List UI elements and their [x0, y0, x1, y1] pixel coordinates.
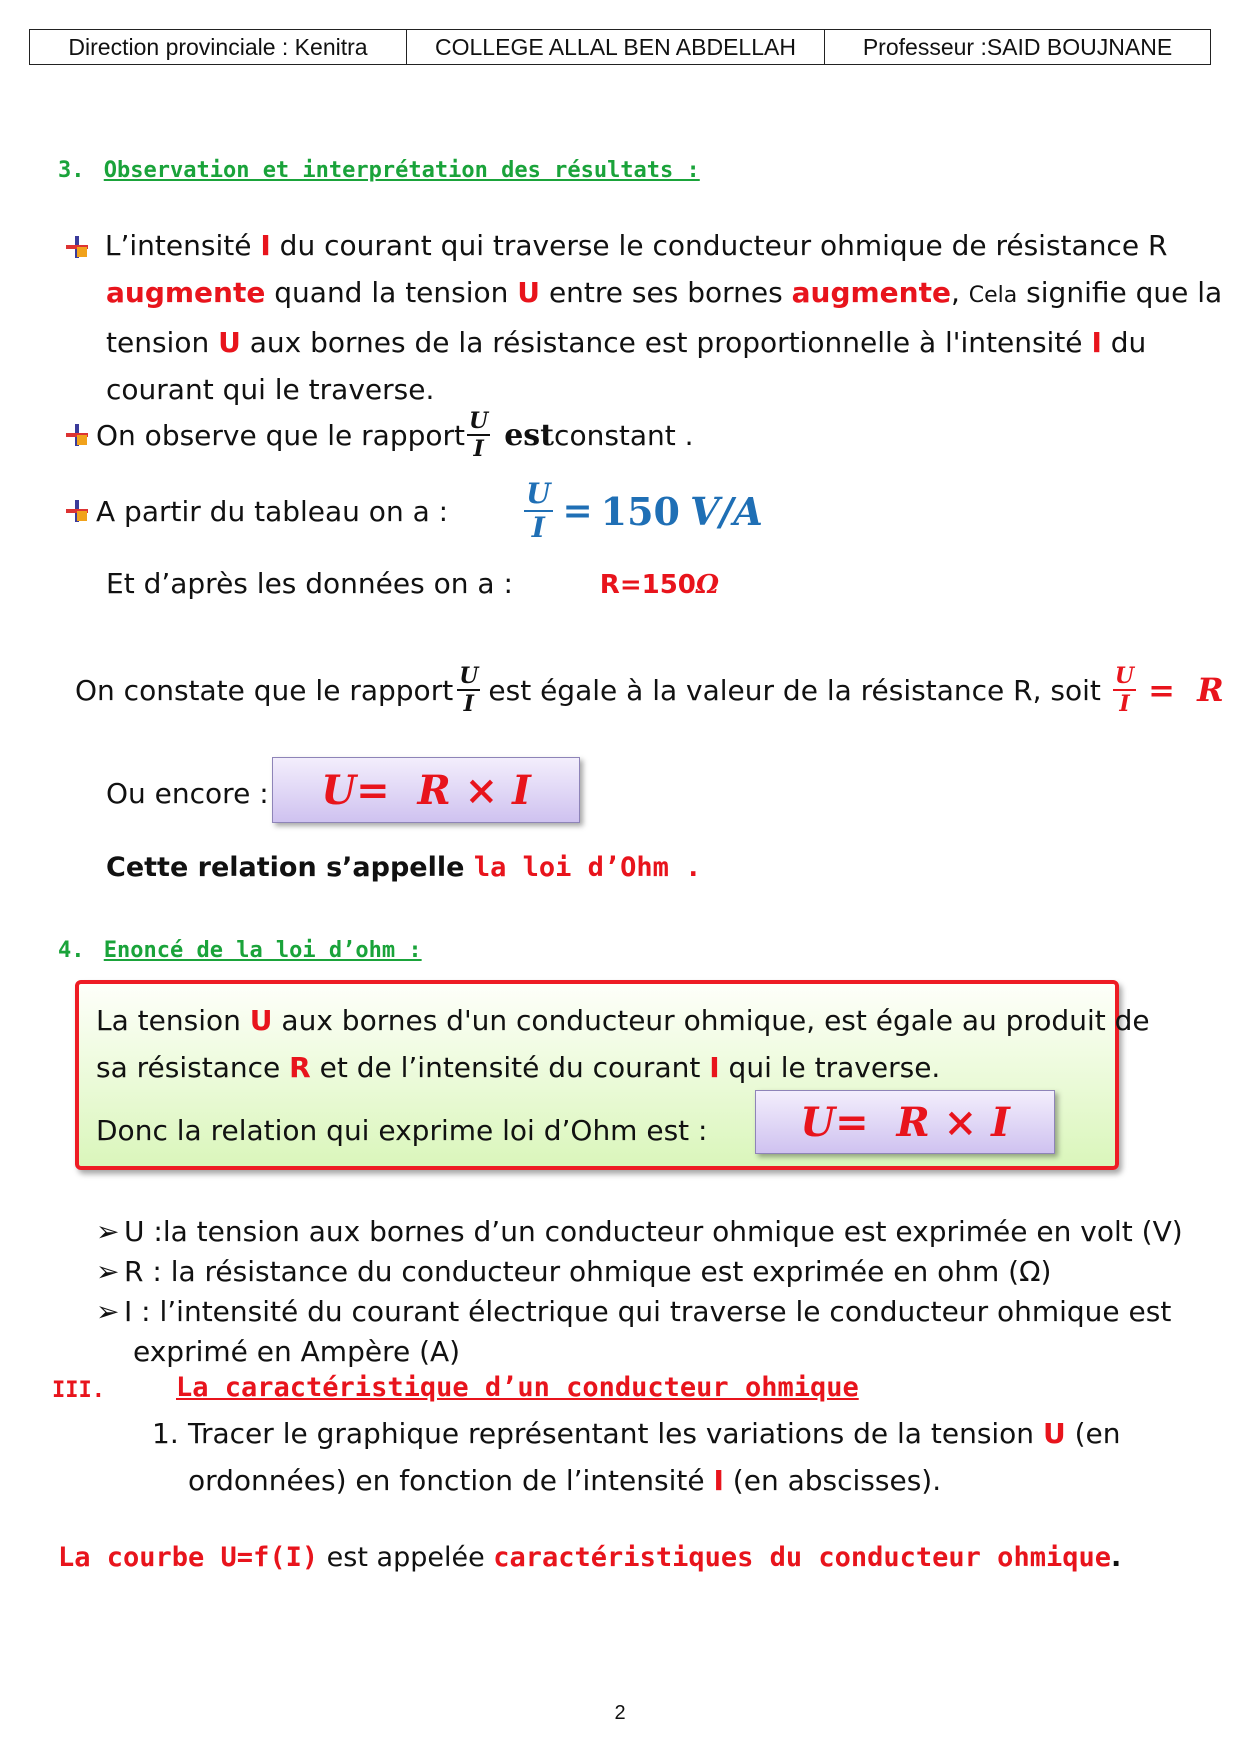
conclusion-line: [58, 1542, 1121, 1573]
paragraph-constate: [75, 665, 1224, 715]
ohm-formula: U= R × I: [800, 1098, 1010, 1146]
symbol-I: I: [260, 229, 271, 262]
text: du: [1101, 326, 1147, 359]
symbol-I: I: [713, 1464, 724, 1497]
arrow-bullet-icon: ➢: [96, 1295, 120, 1328]
text: Et d’après les données on a :: [106, 567, 513, 600]
numerator: U: [526, 477, 551, 510]
text: R : la résistance du conducteur ohmique est exprimée en ohm (Ω): [124, 1255, 1052, 1288]
curve-name: La courbe U=f(I): [58, 1542, 319, 1573]
section-number: III.: [52, 1378, 105, 1403]
text: est: [504, 417, 555, 453]
fraction-u-over-i-red: [1113, 665, 1136, 715]
omega-symbol: Ω: [695, 570, 720, 600]
list-item: [96, 1212, 1183, 1252]
section-number: 3.: [58, 158, 85, 183]
bullet-icon: [66, 500, 88, 522]
text: .: [668, 852, 702, 883]
text: exprimé en Ampère (A): [133, 1335, 461, 1368]
section-title: Enoncé de la loi d’ohm :: [103, 938, 422, 963]
fraction-u-over-i: [467, 410, 490, 460]
text: signifie que la: [1017, 276, 1223, 309]
denominator: I: [473, 436, 484, 462]
denominator: I: [531, 511, 545, 544]
text: sa résistance: [96, 1051, 290, 1084]
ratio-value: 150: [600, 488, 680, 534]
symbol-R: R: [289, 1051, 311, 1084]
text: aux bornes d'un conducteur ohmique, est égale au produit de: [272, 1004, 1150, 1037]
section-3-heading: [58, 158, 700, 183]
symbol-U: U: [517, 276, 541, 309]
fraction-u-over-i: [524, 477, 552, 544]
text: qui le traverse.: [719, 1051, 941, 1084]
header-cell-college: COLLEGE ALLAL BEN ABDELLAH: [407, 30, 825, 64]
section-title: Observation et interprétation des résultats :: [103, 158, 700, 183]
denominator: I: [1119, 691, 1130, 717]
text: Cette relation s’appelle: [106, 852, 474, 883]
paragraph-intensity: [66, 222, 1223, 413]
text: aux bornes de la résistance est proportionnelle à l'intensité: [240, 326, 1092, 359]
resistance-value: R=150: [599, 570, 696, 600]
page-number: 2: [614, 1702, 626, 1724]
arrow-bullet-icon: ➢: [96, 1255, 120, 1288]
symbol-I: I: [709, 1051, 720, 1084]
text: Cela: [968, 283, 1018, 308]
text: est égale à la valeur de la résistance R, soit: [488, 673, 1101, 707]
section-title: La caractéristique d’un conducteur ohmique: [176, 1372, 859, 1403]
text: L’intensité: [104, 229, 261, 262]
paragraph-table-value: [66, 477, 763, 544]
section-4-heading: [58, 938, 422, 963]
equals-r: = R: [1148, 670, 1224, 709]
text: ,: [950, 276, 969, 309]
item-number: 1.: [152, 1417, 179, 1450]
denominator: I: [463, 691, 474, 717]
numerator: U: [459, 663, 479, 689]
numerator: U: [1114, 663, 1135, 689]
text: On constate que le rapport: [75, 673, 454, 707]
definitions-list: [96, 1212, 1183, 1372]
text: .: [1110, 1542, 1122, 1573]
law-statement-box: [75, 980, 1150, 1170]
list-item: [96, 1292, 1183, 1332]
emphasis: augmente: [106, 276, 266, 309]
arrow-bullet-icon: ➢: [96, 1215, 120, 1248]
text: I : l’intensité du courant électrique qui traverse le conducteur ohmique est: [124, 1295, 1172, 1328]
formula-box: [272, 757, 580, 823]
ohm-formula: U= R × I: [321, 766, 531, 814]
text: Tracer le graphique représentant les variations de la tension: [188, 1417, 1043, 1450]
section-number: 4.: [58, 938, 85, 963]
text: courant qui le traverse.: [106, 373, 435, 406]
text: U :la tension aux bornes d’un conducteur ohmique est exprimée en volt (V): [124, 1215, 1183, 1248]
section-III-heading: [52, 1372, 859, 1403]
symbol-U: U: [249, 1004, 273, 1037]
text: du courant qui traverse le conducteur ohmique de résistance R: [270, 229, 1168, 262]
formula-box: [755, 1090, 1055, 1154]
text: La tension: [96, 1004, 250, 1037]
text: A partir du tableau on a :: [96, 494, 449, 528]
paragraph-resistance-data: [106, 560, 719, 609]
emphasis: augmente: [791, 276, 951, 309]
paragraph-ratio: [66, 410, 694, 460]
text: (en: [1065, 1417, 1121, 1450]
text: constant .: [554, 418, 694, 452]
relation-name: [106, 848, 701, 888]
symbol-U: U: [218, 326, 241, 359]
text: entre ses bornes: [540, 276, 792, 309]
numbered-item-1: [152, 1410, 1152, 1504]
ou-encore-label: Ou encore :: [106, 777, 269, 810]
law-name: la loi d’Ohm: [473, 852, 669, 883]
fraction-u-over-i: [457, 665, 480, 715]
text: tension: [106, 326, 219, 359]
text: (en abscisses).: [723, 1464, 942, 1497]
header-table: [29, 29, 1211, 65]
characteristic-name: caractéristiques du conducteur ohmique: [493, 1542, 1111, 1573]
symbol-I: I: [1091, 326, 1102, 359]
numerator: U: [469, 408, 489, 434]
bullet-icon: [66, 236, 88, 258]
bullet-icon: [66, 424, 88, 446]
law-relation-label: Donc la relation qui exprime loi d’Ohm est :: [96, 1114, 708, 1147]
text: est appelée: [318, 1542, 494, 1573]
text: et de l’intensité du courant: [310, 1051, 710, 1084]
header-cell-direction: Direction provinciale : Kenitra: [30, 30, 407, 64]
ratio-unit: V/A: [690, 488, 763, 534]
list-item-continuation: [96, 1332, 1183, 1372]
text: On observe que le rapport: [96, 418, 466, 452]
equals-sign: =: [562, 489, 593, 532]
symbol-U: U: [1042, 1417, 1066, 1450]
header-cell-professor: Professeur :SAID BOUJNANE: [862, 33, 1173, 60]
list-item: [96, 1252, 1183, 1292]
text: ordonnées) en fonction de l’intensité: [188, 1464, 714, 1497]
text: quand la tension: [265, 276, 518, 309]
